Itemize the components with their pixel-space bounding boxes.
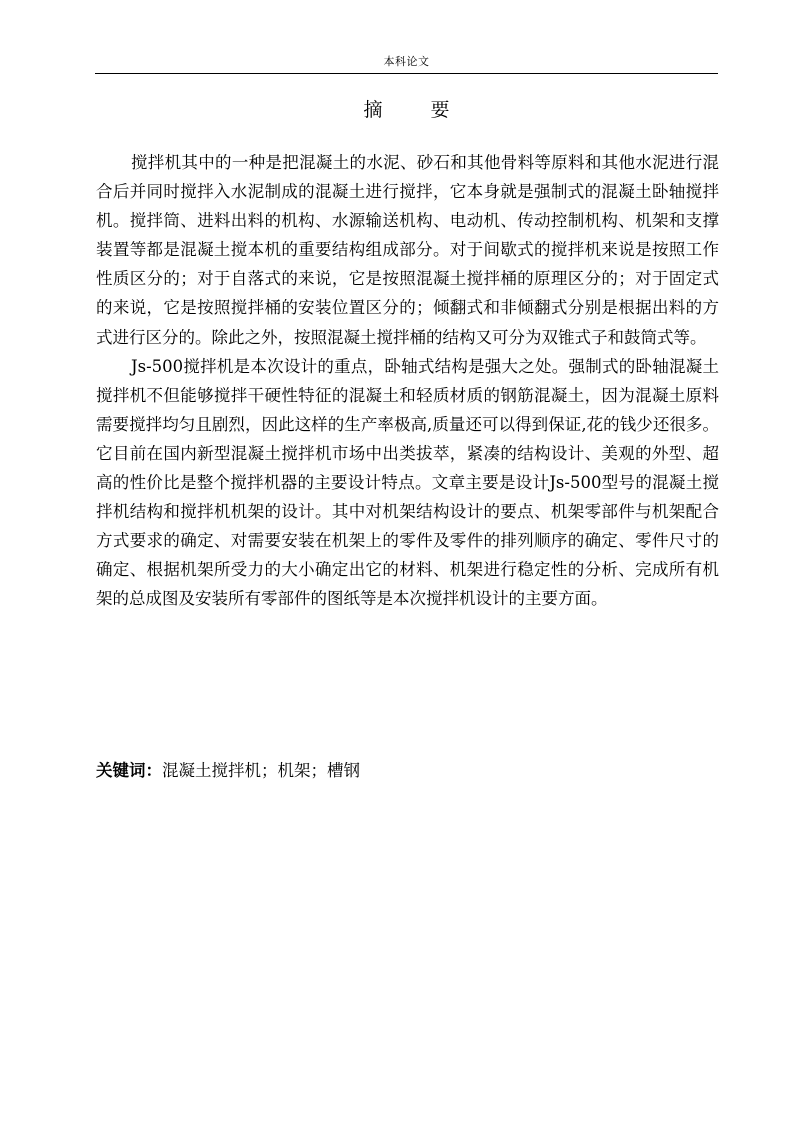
running-header: 本科论文 [383,55,430,68]
keywords-line [96,757,719,785]
abstract-paragraph: Js-500搅拌机是本次设计的重点，卧轴式结构是强大之处。强制式的卧轴混凝土搅拌机不但能够搅拌干硬性特征的混凝土和轻质材质的钢筋混凝土，因为混凝土原料需要搅拌均匀且剧烈，因此这样的生产率极高,质量还可以得到保证,花的钱少还很多。它目前在国内新型混凝土搅拌机市场中出类拔萃，紧凑的结构设计、美观的外型、超高的性价比是整个搅拌机器的主要设计特点。文章主要是设计Js-500型号的混凝土搅拌机结构和搅拌机机架的设计。其中对机架结构设计的要点、机架零部件与机架配合方式要求的确定、对需要安装在机架上的零件及零件的排列顺序的确定、零件尺寸的确定、根据机架所受力的大小确定出它的材料、机架进行稳定性的分析、完成所有机架的总成图及安装所有零部件的图纸等是本次搅拌机设计的主要方面。 [96,356,719,609]
header-rule [95,73,718,74]
keywords-items: 混凝土搅拌机；机架；槽钢 [162,761,360,780]
abstract-body [96,148,719,614]
abstract-title: 摘 要 [363,99,471,121]
keywords-label: 关键词： [96,761,162,780]
abstract-paragraph: 搅拌机其中的一种是把混凝土的水泥、砂石和其他骨料等原料和其他水泥进行混合后并同时搅拌入水泥制成的混凝土进行搅拌，它本身就是强制式的混凝土卧轴搅拌机。搅拌筒、进料出料的机构、水源输送机构、电动机、传动控制机构、机架和支撑装置等都是混凝土搅本机的重要结构组成部分。对于间歇式的搅拌机来说是按照工作性质区分的；对于自落式的来说，它是按照混凝土搅拌桶的原理区分的；对于固定式的来说，它是按照搅拌桶的安装位置区分的；倾翻式和非倾翻式分别是根据出料的方式进行区分的。除此之外，按照混凝土搅拌桶的结构又可分为双锥式子和鼓筒式等。 [96,153,719,347]
